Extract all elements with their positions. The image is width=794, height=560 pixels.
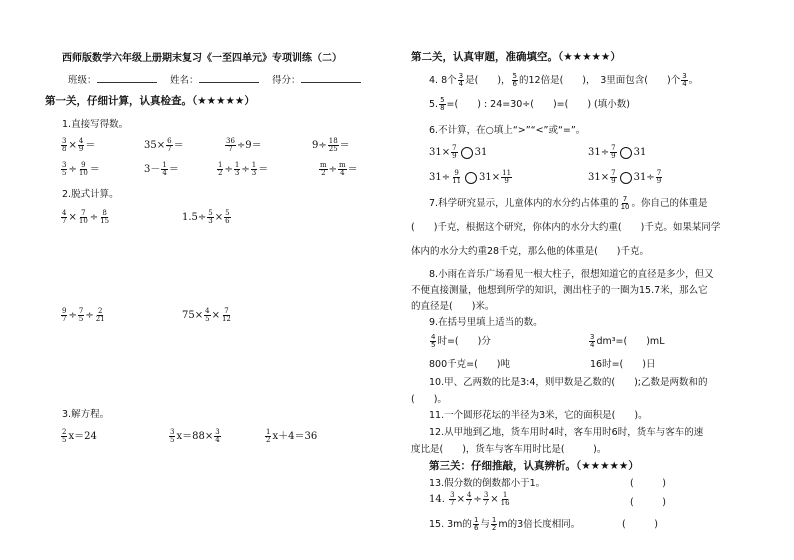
q9-title: 9.在括号里填上适当的数。: [429, 317, 543, 328]
q7-line-2: ( )千克，根据这个研究，你体内的水分大约重( )千克。如果某同学: [411, 222, 721, 233]
compare-circle[interactable]: [465, 172, 477, 184]
name-field[interactable]: [170, 72, 259, 86]
q14-statement: 14. $\frac{3}{7}$ × $\frac{4}{7}$ ÷ $\frac{3}{7}$ × $\frac{1}{16}$: [429, 491, 510, 507]
q12-line-1: 12.从甲地到乙地，货车用时4时，客车用时6时，货车与客车的速: [429, 427, 704, 438]
section-1-heading: 第一关，仔细计算，认真检查。（★★★★★）: [45, 95, 255, 107]
class-label: 班级：: [68, 75, 97, 86]
score-label: 得分：: [272, 75, 301, 86]
q12-line-2: 度比是( )，货车与客车用时比是( )。: [411, 444, 607, 455]
q6-compare-1: 31× $\frac{7}{9}$ 31: [429, 144, 488, 160]
q8-line-2: 不便直接测量，他想到所学的知识，测出柱子的一圈为15.7米，那么它: [411, 285, 708, 296]
q1-item-2: 35× $\frac{6}{7}$ ＝: [144, 137, 184, 153]
q4: 4. 8个 $\frac{3}{4}$ 是( )， $\frac{5}{6}$ 的12倍是( )， 3里面包含( )个 $\frac{3}{4}$ 。: [429, 72, 699, 88]
q5: 5. $\frac{5}{8}$ =( ) : 24=30÷( )=( ) (填小数): [429, 96, 630, 112]
compare-circle[interactable]: [461, 147, 473, 159]
q1-item-1: $\frac{3}{8}$ × $\frac{4}{9}$ ＝: [62, 137, 96, 153]
q10-line-2: ( )。: [411, 394, 447, 405]
q2-expr-1: $\frac{4}{7}$ × $\frac{7}{10}$ ÷ $\frac{8}{15}$: [62, 209, 110, 225]
q1-item-8: $\frac{m}{2}$ ÷ $\frac{m}{4}$ ＝: [320, 161, 358, 177]
q3-equation-1: $\frac{2}{5}$ x＝24: [62, 428, 97, 444]
name-label: 姓名：: [170, 75, 199, 86]
q2-expr-4: 75× $\frac{4}{5}$ × $\frac{7}{12}$: [182, 307, 231, 323]
section-3-heading: 第三关：仔细推敲，认真辨析。（★★★★★）: [429, 460, 639, 472]
q1-item-5: $\frac{3}{5}$ ÷ $\frac{9}{10}$ ＝: [62, 161, 100, 177]
q6-compare-3: 31÷ $\frac{9}{11}$ 31× $\frac{11}{9}$: [429, 169, 512, 185]
q1-item-7: $\frac{1}{2}$ ÷ $\frac{1}{3}$ ÷ $\frac{1}{3}$ ＝: [218, 161, 269, 177]
compare-circle[interactable]: [620, 147, 632, 159]
q1-item-4: 9÷ $\frac{18}{25}$ ＝: [312, 137, 350, 153]
q13-statement: 13.假分数的倒数都小于1。: [429, 478, 546, 489]
q14-answer-paren[interactable]: ( ): [630, 497, 666, 508]
q7-line-1: 7.科学研究显示，儿童体内的水分约占体重的 $\frac{7}{10}$ 。你自己的体重是: [429, 195, 708, 211]
compare-circle[interactable]: [620, 172, 632, 184]
q3-equation-3: $\frac{1}{2}$ x＋4＝36: [266, 428, 318, 444]
q1-title: 1.直接写得数。: [62, 119, 129, 130]
q6-compare-2: 31÷ $\frac{7}{9}$ 31: [588, 144, 647, 160]
q9-item-3: 800千克=( )吨: [429, 359, 511, 370]
q2-expr-3: $\frac{9}{7}$ ÷ $\frac{7}{5}$ ÷ $\frac{2}{21}$: [62, 307, 105, 323]
q8-line-1: 8.小雨在音乐广场看见一根大柱子，很想知道它的直径是多少，但又: [429, 269, 714, 280]
q6-compare-4: 31× $\frac{7}{9}$ 31÷ $\frac{7}{9}$: [588, 169, 662, 185]
q3-equation-2: $\frac{3}{5}$ x＝88× $\frac{3}{4}$: [170, 428, 220, 444]
q15-answer-paren[interactable]: ( ): [622, 519, 658, 530]
section-2-heading: 第二关，认真审题，准确填空。（★★★★★）: [411, 51, 621, 63]
q11: 11.一个圆形花坛的半径为3米，它的面积是( )。: [429, 410, 648, 421]
q10-line-1: 10.甲、乙两数的比是3:4，则甲数是乙数的( );乙数是两数和的: [429, 377, 708, 388]
class-field[interactable]: [68, 72, 157, 86]
q6-instruction: 6.不计算，在○填上“>”“<”或“=”。: [429, 125, 586, 136]
q9-item-4: 16时=( )日: [590, 359, 656, 370]
q13-answer-paren[interactable]: ( ): [630, 478, 666, 489]
q1-item-3: $\frac{36}{7}$ ÷9＝: [226, 137, 262, 153]
q3-title: 3.解方程。: [62, 409, 110, 420]
q1-item-6: 3－ $\frac{1}{4}$ ＝: [144, 161, 179, 177]
q9-item-2: $\frac{3}{4}$ dm³=( )mL: [590, 333, 665, 349]
q2-title: 2.脱式计算。: [62, 189, 119, 200]
q2-expr-2: 1.5÷ $\frac{5}{3}$ × $\frac{5}{6}$: [182, 209, 230, 225]
q7-line-3: 体内的水分大约重28千克，那么他的体重是( )千克。: [411, 246, 650, 257]
q9-item-1: $\frac{4}{5}$ 时=( )分: [431, 333, 491, 349]
score-field[interactable]: [272, 72, 361, 86]
page-title: 西师版数学六年级上册期末复习《一至四单元》专项训练（二）: [62, 53, 342, 64]
q15-statement: 15. 3m的 $\frac{1}{6}$ 与 $\frac{1}{2}$ m的3倍长度相同。: [429, 516, 581, 532]
q8-line-3: 的直径是( )米。: [411, 301, 495, 312]
